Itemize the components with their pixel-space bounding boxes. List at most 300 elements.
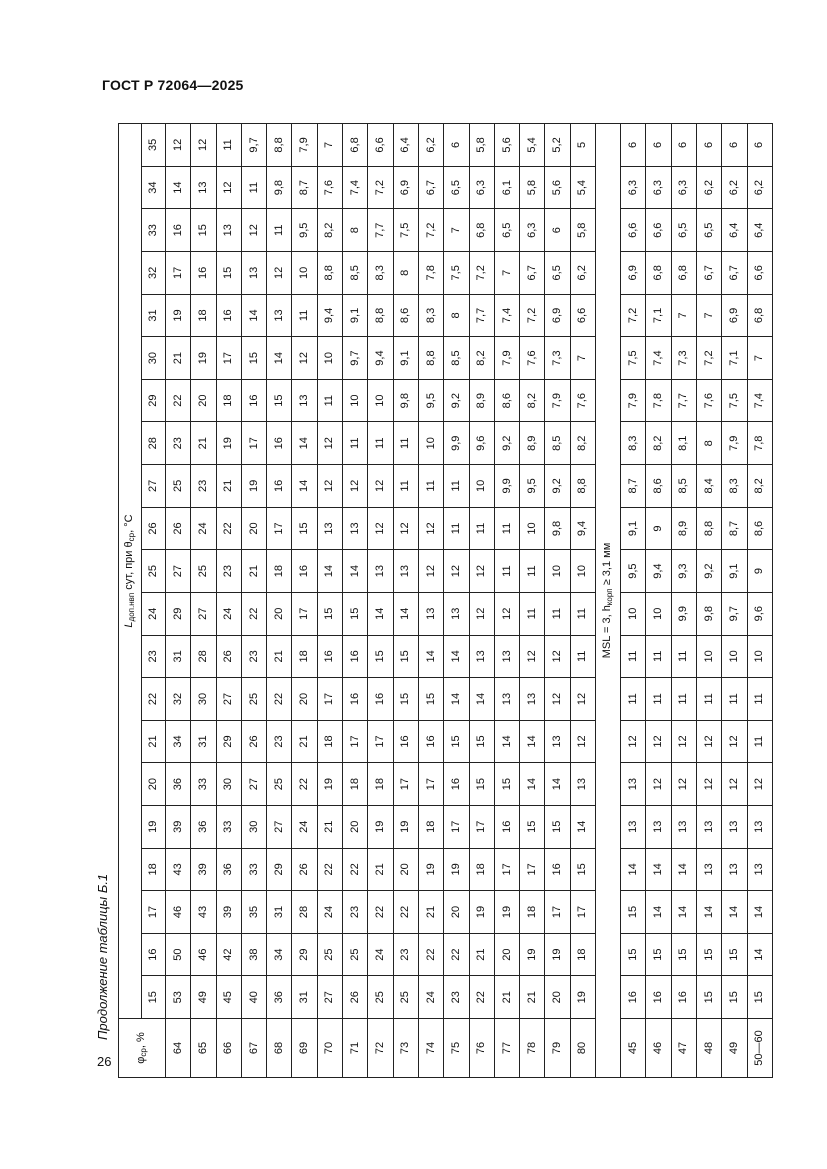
value-cell: 29 <box>216 720 241 763</box>
value-cell: 9,1 <box>722 550 747 593</box>
value-cell: 8 <box>696 422 721 465</box>
value-cell: 6 <box>696 124 721 167</box>
value-cell: 13 <box>722 848 747 891</box>
value-cell: 10 <box>696 635 721 678</box>
rotated-table-wrapper <box>118 123 773 1078</box>
row-label-cell: 66 <box>216 1019 241 1078</box>
value-cell: 14 <box>292 465 317 508</box>
value-cell: 13 <box>621 805 646 848</box>
value-cell: 50 <box>166 933 191 976</box>
section-label: MSL = 3, $h_{корп} \ge 3,1$ мм <box>596 124 621 1078</box>
value-cell: 8,7 <box>621 465 646 508</box>
value-cell: 16 <box>545 848 570 891</box>
value-cell: 13 <box>671 805 696 848</box>
value-cell: 16 <box>343 635 368 678</box>
value-cell: 7,2 <box>696 337 721 380</box>
value-cell: 29 <box>267 848 292 891</box>
value-cell: 11 <box>494 507 519 550</box>
value-cell: 7,9 <box>494 337 519 380</box>
value-cell: 11 <box>747 720 772 763</box>
value-cell: 30 <box>191 678 216 721</box>
value-cell: 7 <box>444 209 469 252</box>
value-cell: 6,6 <box>646 209 671 252</box>
value-cell: 14 <box>267 337 292 380</box>
value-cell: 16 <box>292 550 317 593</box>
value-cell: 13 <box>216 209 241 252</box>
value-cell: 12 <box>520 635 545 678</box>
temperature-header-cell: 20 <box>142 763 166 806</box>
row-label-cell: 80 <box>570 1019 595 1078</box>
value-cell: 9,6 <box>747 592 772 635</box>
row-label-cell: 64 <box>166 1019 191 1078</box>
value-cell: 15 <box>418 678 443 721</box>
table-row <box>216 124 241 1078</box>
value-cell: 6 <box>646 124 671 167</box>
value-cell: 5,8 <box>570 209 595 252</box>
value-cell: 22 <box>317 848 342 891</box>
value-cell: 38 <box>241 933 266 976</box>
value-cell: 15 <box>393 678 418 721</box>
value-cell: 46 <box>191 933 216 976</box>
value-cell: 49 <box>191 976 216 1019</box>
value-cell: 7,5 <box>722 379 747 422</box>
value-cell: 14 <box>292 422 317 465</box>
value-cell: 18 <box>418 805 443 848</box>
value-cell: 17 <box>444 805 469 848</box>
value-cell: 7,2 <box>368 166 393 209</box>
value-cell: 17 <box>241 422 266 465</box>
value-cell: 39 <box>216 891 241 934</box>
value-cell: 22 <box>166 379 191 422</box>
table-caption: Продолжение таблицы Б.1 <box>95 873 110 1040</box>
value-cell: 8,5 <box>671 465 696 508</box>
value-cell: 39 <box>191 848 216 891</box>
temperature-header-cell: 34 <box>142 166 166 209</box>
value-cell: 6,4 <box>747 209 772 252</box>
value-cell: 7,5 <box>444 252 469 295</box>
value-cell: 25 <box>267 763 292 806</box>
value-cell: 10 <box>418 422 443 465</box>
value-cell: 15 <box>267 379 292 422</box>
table-row <box>545 124 570 1078</box>
value-cell: 6,7 <box>696 252 721 295</box>
value-cell: 15 <box>621 891 646 934</box>
value-cell: 7,6 <box>696 379 721 422</box>
temperature-header-cell: 32 <box>142 252 166 295</box>
value-cell: 21 <box>469 933 494 976</box>
value-cell: 7,6 <box>570 379 595 422</box>
value-cell: 11 <box>646 635 671 678</box>
value-cell: 21 <box>494 976 519 1019</box>
value-cell: 16 <box>393 720 418 763</box>
value-cell: 15 <box>722 976 747 1019</box>
value-cell: 9 <box>646 507 671 550</box>
table-row <box>241 124 266 1078</box>
value-cell: 9,5 <box>292 209 317 252</box>
value-cell: 16 <box>216 294 241 337</box>
value-cell: 8,2 <box>317 209 342 252</box>
value-cell: 25 <box>317 933 342 976</box>
value-cell: 22 <box>267 678 292 721</box>
value-cell: 27 <box>166 550 191 593</box>
row-label-cell: 79 <box>545 1019 570 1078</box>
value-cell: 22 <box>241 592 266 635</box>
value-cell: 16 <box>671 976 696 1019</box>
value-cell: 19 <box>444 848 469 891</box>
value-cell: 21 <box>317 805 342 848</box>
value-cell: 14 <box>646 891 671 934</box>
row-label-cell: 67 <box>241 1019 266 1078</box>
temperature-header-cell: 17 <box>142 891 166 934</box>
value-cell: 20 <box>545 976 570 1019</box>
value-cell: 17 <box>166 252 191 295</box>
value-cell: 13 <box>621 763 646 806</box>
value-cell: 15 <box>671 933 696 976</box>
value-cell: 9,2 <box>545 465 570 508</box>
value-cell: 12 <box>317 465 342 508</box>
value-cell: 7,4 <box>747 379 772 422</box>
value-cell: 9,8 <box>267 166 292 209</box>
value-cell: 10 <box>520 507 545 550</box>
value-cell: 10 <box>722 635 747 678</box>
value-cell: 6,6 <box>747 252 772 295</box>
value-cell: 29 <box>166 592 191 635</box>
value-cell: 9 <box>747 550 772 593</box>
value-cell: 12 <box>267 252 292 295</box>
value-cell: 12 <box>418 507 443 550</box>
value-cell: 5,2 <box>545 124 570 167</box>
value-cell: 6 <box>545 209 570 252</box>
value-cell: 14 <box>520 763 545 806</box>
value-cell: 12 <box>216 166 241 209</box>
value-cell: 20 <box>393 848 418 891</box>
value-cell: 13 <box>444 592 469 635</box>
value-cell: 8,5 <box>444 337 469 380</box>
row-label-cell: 46 <box>646 1019 671 1078</box>
value-cell: 13 <box>317 507 342 550</box>
row-label-cell: 77 <box>494 1019 519 1078</box>
table-row <box>722 124 747 1078</box>
value-cell: 9,7 <box>241 124 266 167</box>
value-cell: 9,5 <box>418 379 443 422</box>
row-label-cell: 48 <box>696 1019 721 1078</box>
value-cell: 18 <box>368 763 393 806</box>
value-cell: 11 <box>621 635 646 678</box>
value-cell: 9,2 <box>444 379 469 422</box>
table-row <box>267 124 292 1078</box>
value-cell: 17 <box>393 763 418 806</box>
value-cell: 14 <box>317 550 342 593</box>
temperature-header-cell: 29 <box>142 379 166 422</box>
value-cell: 35 <box>241 891 266 934</box>
value-cell: 16 <box>343 678 368 721</box>
row-label-cell: 70 <box>317 1019 342 1078</box>
value-cell: 30 <box>216 763 241 806</box>
value-cell: 14 <box>368 592 393 635</box>
table-row <box>646 124 671 1078</box>
value-cell: 46 <box>166 891 191 934</box>
value-cell: 9,8 <box>696 592 721 635</box>
value-cell: 24 <box>191 507 216 550</box>
value-cell: 7,3 <box>545 337 570 380</box>
value-cell: 11 <box>418 465 443 508</box>
value-cell: 6 <box>747 124 772 167</box>
value-cell: 20 <box>292 678 317 721</box>
value-cell: 19 <box>520 933 545 976</box>
value-cell: 9,6 <box>469 422 494 465</box>
value-cell: 22 <box>368 891 393 934</box>
value-cell: 7,4 <box>494 294 519 337</box>
value-cell: 13 <box>545 720 570 763</box>
value-cell: 21 <box>368 848 393 891</box>
value-cell: 6,2 <box>696 166 721 209</box>
value-cell: 6,3 <box>469 166 494 209</box>
value-cell: 14 <box>494 720 519 763</box>
value-cell: 6,8 <box>646 252 671 295</box>
table-row <box>418 124 443 1078</box>
value-cell: 21 <box>166 337 191 380</box>
value-cell: 12 <box>343 465 368 508</box>
value-cell: 11 <box>444 507 469 550</box>
value-cell: 9,8 <box>545 507 570 550</box>
table-row <box>520 124 545 1078</box>
value-cell: 23 <box>444 976 469 1019</box>
value-cell: 16 <box>166 209 191 252</box>
temperature-header-cell: 28 <box>142 422 166 465</box>
value-cell: 5,6 <box>545 166 570 209</box>
temperature-header-cell: 31 <box>142 294 166 337</box>
value-cell: 22 <box>216 507 241 550</box>
value-cell: 9,4 <box>317 294 342 337</box>
value-cell: 25 <box>368 976 393 1019</box>
temperature-header-cell: 19 <box>142 805 166 848</box>
value-cell: 12 <box>671 720 696 763</box>
value-cell: 14 <box>166 166 191 209</box>
value-cell: 19 <box>469 891 494 934</box>
value-cell: 11 <box>570 592 595 635</box>
value-cell: 18 <box>520 891 545 934</box>
value-cell: 5,6 <box>494 124 519 167</box>
value-cell: 17 <box>317 678 342 721</box>
value-cell: 11 <box>241 166 266 209</box>
value-cell: 6,1 <box>494 166 519 209</box>
value-cell: 8,7 <box>292 166 317 209</box>
value-cell: 21 <box>292 720 317 763</box>
value-cell: 7 <box>570 337 595 380</box>
value-cell: 19 <box>317 763 342 806</box>
value-cell: 5,8 <box>520 166 545 209</box>
value-cell: 9,4 <box>368 337 393 380</box>
value-cell: 9,5 <box>520 465 545 508</box>
value-cell: 12 <box>418 550 443 593</box>
value-cell: 8,3 <box>722 465 747 508</box>
value-cell: 19 <box>216 422 241 465</box>
value-cell: 8,2 <box>747 465 772 508</box>
value-cell: 8,8 <box>368 294 393 337</box>
value-cell: 16 <box>621 976 646 1019</box>
value-cell: 9,7 <box>722 592 747 635</box>
value-cell: 15 <box>747 976 772 1019</box>
value-cell: 7 <box>747 337 772 380</box>
value-cell: 20 <box>444 891 469 934</box>
value-cell: 8,8 <box>696 507 721 550</box>
value-cell: 7,9 <box>621 379 646 422</box>
value-cell: 8 <box>343 209 368 252</box>
value-cell: 15 <box>646 933 671 976</box>
value-cell: 8,7 <box>722 507 747 550</box>
value-cell: 17 <box>520 848 545 891</box>
value-cell: 12 <box>570 678 595 721</box>
value-cell: 11 <box>520 592 545 635</box>
value-cell: 10 <box>621 592 646 635</box>
value-cell: 28 <box>191 635 216 678</box>
value-cell: 14 <box>444 678 469 721</box>
value-cell: 36 <box>191 805 216 848</box>
value-cell: 21 <box>241 550 266 593</box>
value-cell: 7,2 <box>418 209 443 252</box>
value-cell: 6,7 <box>418 166 443 209</box>
value-cell: 27 <box>216 678 241 721</box>
value-cell: 7,1 <box>646 294 671 337</box>
value-cell: 39 <box>166 805 191 848</box>
value-cell: 29 <box>292 933 317 976</box>
value-cell: 13 <box>570 763 595 806</box>
value-cell: 7,7 <box>671 379 696 422</box>
value-cell: 6,4 <box>393 124 418 167</box>
value-cell: 8,6 <box>494 379 519 422</box>
table-row <box>343 124 368 1078</box>
value-cell: 6,3 <box>520 209 545 252</box>
value-cell: 18 <box>267 550 292 593</box>
value-cell: 8,6 <box>646 465 671 508</box>
value-cell: 6,2 <box>570 252 595 295</box>
value-cell: 7,6 <box>317 166 342 209</box>
value-cell: 15 <box>191 209 216 252</box>
value-cell: 6,8 <box>747 294 772 337</box>
value-cell: 15 <box>393 635 418 678</box>
value-cell: 19 <box>368 805 393 848</box>
value-cell: 8,8 <box>267 124 292 167</box>
value-cell: 10 <box>747 635 772 678</box>
table-row <box>292 124 317 1078</box>
value-cell: 15 <box>317 592 342 635</box>
value-cell: 12 <box>469 592 494 635</box>
value-cell: 24 <box>368 933 393 976</box>
value-cell: 22 <box>393 891 418 934</box>
section-row <box>596 124 621 1078</box>
value-cell: 20 <box>241 507 266 550</box>
table-row <box>696 124 721 1078</box>
value-cell: 24 <box>292 805 317 848</box>
value-cell: 14 <box>418 635 443 678</box>
value-cell: 11 <box>520 550 545 593</box>
value-cell: 6,2 <box>722 166 747 209</box>
value-cell: 20 <box>191 379 216 422</box>
value-cell: 12 <box>317 422 342 465</box>
value-cell: 7,2 <box>469 252 494 295</box>
value-cell: 13 <box>267 294 292 337</box>
value-cell: 11 <box>393 465 418 508</box>
row-label-cell: 74 <box>418 1019 443 1078</box>
value-cell: 27 <box>191 592 216 635</box>
value-cell: 15 <box>696 976 721 1019</box>
value-cell: 25 <box>166 465 191 508</box>
value-cell: 14 <box>671 848 696 891</box>
value-cell: 8,2 <box>520 379 545 422</box>
page-number: 26 <box>97 1054 112 1069</box>
value-cell: 12 <box>646 763 671 806</box>
value-cell: 5,8 <box>469 124 494 167</box>
row-label-cell: 73 <box>393 1019 418 1078</box>
value-cell: 6 <box>671 124 696 167</box>
value-cell: 31 <box>267 891 292 934</box>
value-cell: 22 <box>418 933 443 976</box>
value-cell: 22 <box>469 976 494 1019</box>
value-cell: 43 <box>191 891 216 934</box>
temperature-header-cell: 15 <box>142 976 166 1019</box>
value-cell: 16 <box>494 805 519 848</box>
value-cell: 13 <box>494 635 519 678</box>
value-cell: 34 <box>267 933 292 976</box>
value-cell: 31 <box>166 635 191 678</box>
value-cell: 8,9 <box>671 507 696 550</box>
value-cell: 25 <box>343 933 368 976</box>
value-cell: 7,6 <box>520 337 545 380</box>
value-cell: 10 <box>292 252 317 295</box>
value-cell: 8,3 <box>368 252 393 295</box>
value-cell: 18 <box>191 294 216 337</box>
temperature-header-cell: 25 <box>142 550 166 593</box>
value-cell: 33 <box>216 805 241 848</box>
value-cell: 13 <box>747 805 772 848</box>
value-cell: 7,9 <box>545 379 570 422</box>
value-cell: 8,9 <box>520 422 545 465</box>
value-cell: 11 <box>671 678 696 721</box>
value-cell: 8,3 <box>418 294 443 337</box>
table-row <box>444 124 469 1078</box>
value-cell: 23 <box>166 422 191 465</box>
value-cell: 8,5 <box>343 252 368 295</box>
row-label-cell: 65 <box>191 1019 216 1078</box>
value-cell: 13 <box>494 678 519 721</box>
value-cell: 7,8 <box>418 252 443 295</box>
value-cell: 11 <box>494 550 519 593</box>
value-cell: 12 <box>368 507 393 550</box>
value-cell: 20 <box>494 933 519 976</box>
value-cell: 11 <box>444 465 469 508</box>
value-cell: 8,1 <box>671 422 696 465</box>
value-cell: 11 <box>267 209 292 252</box>
value-cell: 5,4 <box>570 166 595 209</box>
value-cell: 18 <box>469 848 494 891</box>
value-cell: 6,5 <box>444 166 469 209</box>
value-cell: 15 <box>722 933 747 976</box>
value-cell: 7,1 <box>722 337 747 380</box>
value-cell: 6,6 <box>368 124 393 167</box>
value-cell: 5 <box>570 124 595 167</box>
value-cell: 13 <box>241 252 266 295</box>
value-cell: 26 <box>241 720 266 763</box>
value-cell: 26 <box>216 635 241 678</box>
value-cell: 5,4 <box>520 124 545 167</box>
value-cell: 7,7 <box>469 294 494 337</box>
value-cell: 7,8 <box>646 379 671 422</box>
value-cell: 8,6 <box>393 294 418 337</box>
value-cell: 6,9 <box>393 166 418 209</box>
value-cell: 13 <box>646 805 671 848</box>
value-cell: 21 <box>418 891 443 934</box>
value-cell: 8 <box>393 252 418 295</box>
